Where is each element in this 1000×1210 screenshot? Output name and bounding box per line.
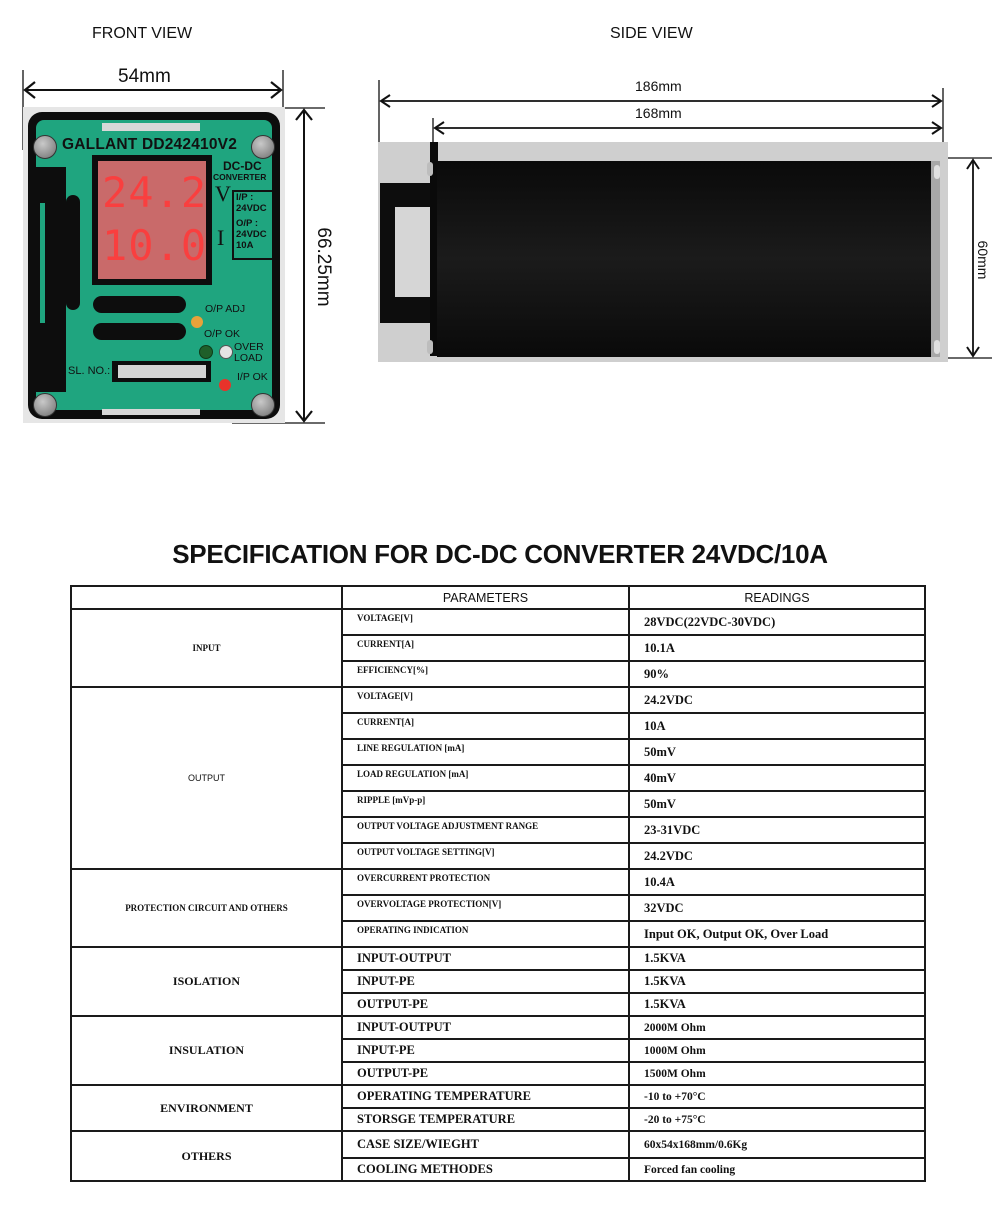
io-label-op-voltage: 24VDC <box>236 229 267 240</box>
group-label: INPUT <box>71 609 342 687</box>
table-row <box>71 1016 925 1039</box>
parameter-cell: OUTPUT-PE <box>342 993 629 1016</box>
brand-label: GALLANT DD242410V2 <box>62 136 238 153</box>
op-ok-led-icon <box>199 345 213 359</box>
parameter-cell: EFFICIENCY[%] <box>342 661 629 687</box>
reading-cell: Input OK, Output OK, Over Load <box>629 921 925 947</box>
parameter-cell: OUTPUT VOLTAGE SETTING[V] <box>342 843 629 869</box>
parameter-cell: INPUT-PE <box>342 970 629 993</box>
parameter-cell: LOAD REGULATION [mA] <box>342 765 629 791</box>
table-row <box>71 1085 925 1108</box>
front-width-dimension: 54mm <box>118 66 171 87</box>
io-label-ip: I/P : <box>236 192 254 203</box>
reading-cell: 50mV <box>629 791 925 817</box>
parameter-cell: OUTPUT VOLTAGE ADJUSTMENT RANGE <box>342 817 629 843</box>
screw-icon <box>251 135 275 159</box>
parameter-cell: STORSGE TEMPERATURE <box>342 1108 629 1131</box>
reading-cell: 10.4A <box>629 869 925 895</box>
front-height-dimension: 66.25mm <box>313 227 334 307</box>
reading-cell: 2000M Ohm <box>629 1016 925 1039</box>
adjust-slot <box>93 323 186 340</box>
screw-icon <box>934 340 940 354</box>
side-height-dimension: 60mm <box>975 240 991 280</box>
voltage-symbol: V <box>215 181 231 206</box>
body-length-dimension: 168mm <box>635 105 682 121</box>
top-vent-strip <box>102 123 200 131</box>
adjust-slot <box>93 296 186 313</box>
parameter-cell: OUTPUT-PE <box>342 1062 629 1085</box>
reading-cell: -20 to +75°C <box>629 1108 925 1131</box>
overload-led-icon <box>219 345 233 359</box>
group-label: OTHERS <box>71 1131 342 1181</box>
reading-cell: -10 to +70°C <box>629 1085 925 1108</box>
reading-cell: 24.2VDC <box>629 843 925 869</box>
bottom-vent-strip <box>102 409 200 415</box>
screw-icon <box>33 135 57 159</box>
header-parameters: PARAMETERS <box>342 586 629 609</box>
group-label: OUTPUT <box>71 687 342 869</box>
group-label: INSULATION <box>71 1016 342 1085</box>
side-view-title: SIDE VIEW <box>610 25 693 42</box>
current-symbol: I <box>217 225 225 250</box>
connector-slot <box>66 195 80 310</box>
screw-icon <box>251 393 275 417</box>
current-readout: 10.0 <box>102 221 208 270</box>
serial-number-label: SL. NO.: <box>68 365 111 377</box>
reading-cell: 1000M Ohm <box>629 1039 925 1062</box>
side-connector-window <box>395 207 430 297</box>
table-row <box>71 687 925 713</box>
group-label: ENVIRONMENT <box>71 1085 342 1131</box>
parameter-cell: INPUT-OUTPUT <box>342 947 629 970</box>
header-group <box>71 586 342 609</box>
spec-table <box>70 585 926 1182</box>
spec-title: SPECIFICATION FOR DC-DC CONVERTER 24VDC/10A <box>172 539 828 569</box>
reading-cell: 28VDC(22VDC-30VDC) <box>629 609 925 635</box>
parameter-cell: CURRENT[A] <box>342 713 629 739</box>
connector-stripe <box>40 203 45 323</box>
front-view-title: FRONT VIEW <box>92 25 193 42</box>
reading-cell: 1500M Ohm <box>629 1062 925 1085</box>
serial-number-plate <box>118 365 206 378</box>
table-header-row <box>71 586 925 609</box>
table-row <box>71 947 925 970</box>
reading-cell: 1.5KVA <box>629 993 925 1016</box>
heatsink-body <box>437 161 932 357</box>
voltage-readout: 24.2 <box>102 168 208 217</box>
converter-label-line1: DC-DC <box>223 159 262 173</box>
reading-cell: 24.2VDC <box>629 687 925 713</box>
reading-cell: 1.5KVA <box>629 970 925 993</box>
header-readings: READINGS <box>629 586 925 609</box>
parameter-cell: INPUT-PE <box>342 1039 629 1062</box>
parameter-cell: CURRENT[A] <box>342 635 629 661</box>
led-label-op-ok: O/P OK <box>204 328 240 340</box>
reading-cell: 10A <box>629 713 925 739</box>
parameter-cell: INPUT-OUTPUT <box>342 1016 629 1039</box>
screw-icon <box>934 165 940 179</box>
parameter-cell: VOLTAGE[V] <box>342 609 629 635</box>
parameter-cell: OPERATING TEMPERATURE <box>342 1085 629 1108</box>
reading-cell: 50mV <box>629 739 925 765</box>
parameter-cell: OVERCURRENT PROTECTION <box>342 869 629 895</box>
parameter-cell: RIPPLE [mVp-p] <box>342 791 629 817</box>
io-label-op: O/P : <box>236 218 258 229</box>
reading-cell: 32VDC <box>629 895 925 921</box>
op-adj-led-icon <box>191 316 203 328</box>
ip-ok-led-icon <box>219 379 231 391</box>
parameter-cell: COOLING METHODES <box>342 1158 629 1181</box>
parameter-cell: OPERATING INDICATION <box>342 921 629 947</box>
led-label-ip-ok: I/P OK <box>237 371 268 383</box>
table-row <box>71 609 925 635</box>
led-label-load: LOAD <box>234 352 263 364</box>
led-label-op-adj: O/P ADJ <box>205 303 246 315</box>
parameter-cell: VOLTAGE[V] <box>342 687 629 713</box>
reading-cell: 60x54x168mm/0.6Kg <box>629 1131 925 1158</box>
screw-icon <box>427 340 433 354</box>
parameter-cell: OVERVOLTAGE PROTECTION[V] <box>342 895 629 921</box>
screw-icon <box>33 393 57 417</box>
led-label-over: OVER <box>234 341 264 353</box>
rear-plate <box>931 161 940 357</box>
overall-length-dimension: 186mm <box>635 78 682 94</box>
reading-cell: 40mV <box>629 765 925 791</box>
parameter-cell: CASE SIZE/WIEGHT <box>342 1131 629 1158</box>
screw-icon <box>427 162 433 176</box>
reading-cell: 90% <box>629 661 925 687</box>
group-label: PROTECTION CIRCUIT AND OTHERS <box>71 869 342 947</box>
reading-cell: 10.1A <box>629 635 925 661</box>
io-label-op-current: 10A <box>236 240 254 251</box>
reading-cell: 23-31VDC <box>629 817 925 843</box>
reading-cell: Forced fan cooling <box>629 1158 925 1181</box>
io-label-ip-value: 24VDC <box>236 203 267 214</box>
parameter-cell: LINE REGULATION [mA] <box>342 739 629 765</box>
table-row <box>71 869 925 895</box>
converter-label-line2: CONVERTER <box>213 172 267 182</box>
group-label: ISOLATION <box>71 947 342 1016</box>
table-row <box>71 1131 925 1158</box>
reading-cell: 1.5KVA <box>629 947 925 970</box>
